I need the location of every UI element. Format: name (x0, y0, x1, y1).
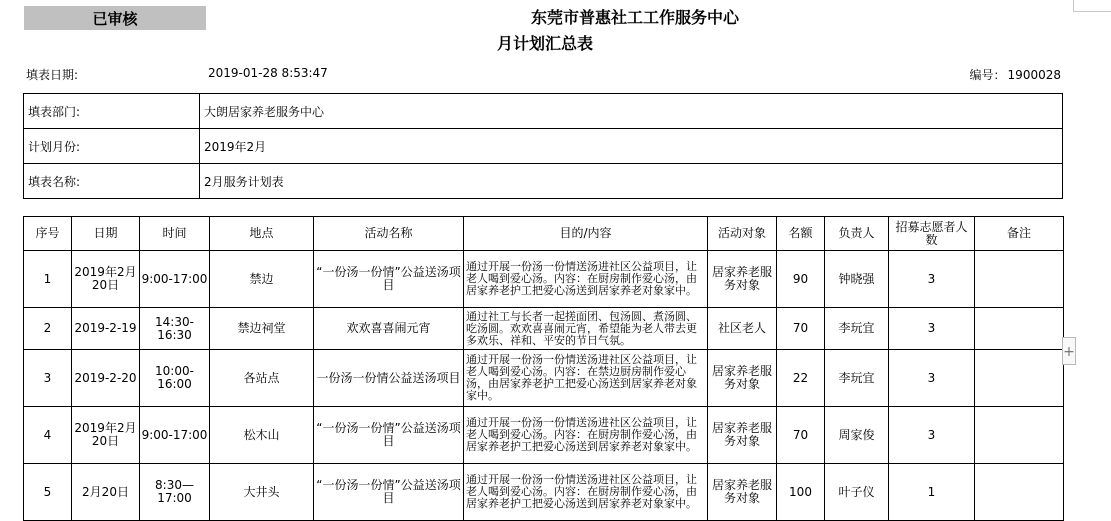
cell-note (975, 350, 1064, 407)
column-header-quota: 名额 (777, 217, 825, 251)
cell-activity: “一份汤一份情”公益送汤项目 (314, 407, 464, 464)
column-header-activity: 活动名称 (314, 217, 464, 251)
form-info-table (23, 93, 1063, 199)
cell-leader: 周家俊 (825, 407, 889, 464)
plan-month-label: 计划月份: (24, 129, 200, 164)
cell-place: 大井头 (210, 464, 314, 521)
cell-time: 14:30-16:30 (140, 308, 210, 350)
cell-volunteers: 1 (889, 464, 975, 521)
cell-time: 10:00-16:00 (140, 350, 210, 407)
cell-purpose: 通过开展一份汤一份情送汤进社区公益项目，让老人喝到爱心汤。内容：在厨房制作爱心汤，由居家养老护工把爱心汤送到居家养老对象家中。 (464, 251, 708, 308)
info-row-department (24, 94, 1063, 129)
cell-date: 2019年2月20日 (72, 407, 140, 464)
fill-date-label: 填表日期: (26, 68, 79, 82)
cell-date: 2019-2-20 (72, 350, 140, 407)
cell-purpose: 通过开展一份汤一份情送汤进社区公益项目，让老人喝到爱心汤。内容：在厨房制作爱心汤，由居家养老护工把爱心汤送到居家养老对象家中。 (464, 407, 708, 464)
form-name-label: 填表名称: (24, 164, 200, 199)
column-header-purpose: 目的/内容 (464, 217, 708, 251)
cell-volunteers: 3 (889, 350, 975, 407)
table-header-row (24, 217, 1064, 251)
cell-volunteers: 3 (889, 308, 975, 350)
cell-quota: 90 (777, 251, 825, 308)
cell-note (975, 464, 1064, 521)
cell-place: 各站点 (210, 350, 314, 407)
cell-quota: 100 (777, 464, 825, 521)
cell-leader: 叶子仪 (825, 464, 889, 521)
cell-quota: 22 (777, 350, 825, 407)
table-row (24, 350, 1064, 407)
cell-no: 5 (24, 464, 72, 521)
cell-activity: 欢欢喜喜闹元宵 (314, 308, 464, 350)
cell-target: 居家养老服务对象 (708, 350, 777, 407)
table-row (24, 464, 1064, 521)
cell-date: 2019-2-19 (72, 308, 140, 350)
column-header-note: 备注 (975, 217, 1064, 251)
column-header-time: 时间 (140, 217, 210, 251)
department-value: 大朗居家养老服务中心 (200, 94, 1063, 129)
cell-quota: 70 (777, 407, 825, 464)
cell-note (975, 407, 1064, 464)
column-header-place: 地点 (210, 217, 314, 251)
cell-target: 居家养老服务对象 (708, 464, 777, 521)
info-row-form-name (24, 164, 1063, 199)
document-title: 月计划汇总表 (496, 34, 593, 53)
department-label: 填表部门: (24, 94, 200, 129)
expand-panel-button[interactable]: + (1062, 337, 1076, 365)
column-header-date: 日期 (72, 217, 140, 251)
cell-leader: 钟晓强 (825, 251, 889, 308)
table-row (24, 308, 1064, 350)
cell-activity: “一份汤一份情”公益送汤项目 (314, 251, 464, 308)
window-corner-frame (1073, 0, 1111, 12)
cell-purpose: 通过开展一份汤一份情送汤进社区公益项目，让老人喝到爱心汤。内容：在厨房制作爱心汤，由居家养老护工把爱心汤送到居家养老对象家中。 (464, 464, 708, 521)
cell-no: 2 (24, 308, 72, 350)
cell-place: 禁边祠堂 (210, 308, 314, 350)
cell-leader: 李玩宜 (825, 350, 889, 407)
cell-time: 8:30—17:00 (140, 464, 210, 521)
cell-place: 禁边 (210, 251, 314, 308)
table-row (24, 251, 1064, 308)
cell-date: 2019年2月20日 (72, 251, 140, 308)
cell-time: 9:00-17:00 (140, 251, 210, 308)
cell-purpose: 通过社工与长者一起搓面团、包汤圆、煮汤圆、吃汤圆。欢欢喜喜闹元宵，希望能为老人带去更多欢乐、祥和、平安的节日气氛。 (464, 308, 708, 350)
review-status-badge: 已审核 (24, 6, 206, 30)
cell-note (975, 308, 1064, 350)
column-header-target: 活动对象 (708, 217, 777, 251)
cell-place: 松木山 (210, 407, 314, 464)
table-row (24, 407, 1064, 464)
column-header-volunteers: 招募志愿者人数 (889, 217, 975, 251)
cell-no: 4 (24, 407, 72, 464)
cell-time: 9:00-17:00 (140, 407, 210, 464)
cell-purpose: 通过开展一份汤一份情送汤进社区公益项目，让老人喝到爱心汤。内容：在禁边厨房制作爱心汤，由居家养老护工把爱心汤送到居家养老对象家中。 (464, 350, 708, 407)
cell-target: 居家养老服务对象 (708, 407, 777, 464)
fill-date-value: 2019-01-28 8:53:47 (208, 66, 328, 80)
cell-quota: 70 (777, 308, 825, 350)
column-header-no: 序号 (24, 217, 72, 251)
form-name-value: 2月服务计划表 (200, 164, 1063, 199)
organization-title: 东莞市普惠社工工作服务中心 (530, 8, 739, 27)
cell-volunteers: 3 (889, 407, 975, 464)
cell-leader: 李玩宜 (825, 308, 889, 350)
info-row-month (24, 129, 1063, 164)
column-header-leader: 负责人 (825, 217, 889, 251)
document-number-label: 编号： (969, 68, 1006, 82)
cell-volunteers: 3 (889, 251, 975, 308)
cell-target: 居家养老服务对象 (708, 251, 777, 308)
cell-activity: 一份汤一份情公益送汤项目 (314, 350, 464, 407)
document-number (968, 66, 1061, 83)
cell-no: 3 (24, 350, 72, 407)
cell-no: 1 (24, 251, 72, 308)
cell-activity: “一份汤一份情”公益送汤项目 (314, 464, 464, 521)
cell-note (975, 251, 1064, 308)
monthly-plan-table (23, 216, 1064, 521)
document-number-value: 1900028 (1007, 68, 1061, 82)
plan-month-value: 2019年2月 (200, 129, 1063, 164)
cell-target: 社区老人 (708, 308, 777, 350)
cell-date: 2月20日 (72, 464, 140, 521)
